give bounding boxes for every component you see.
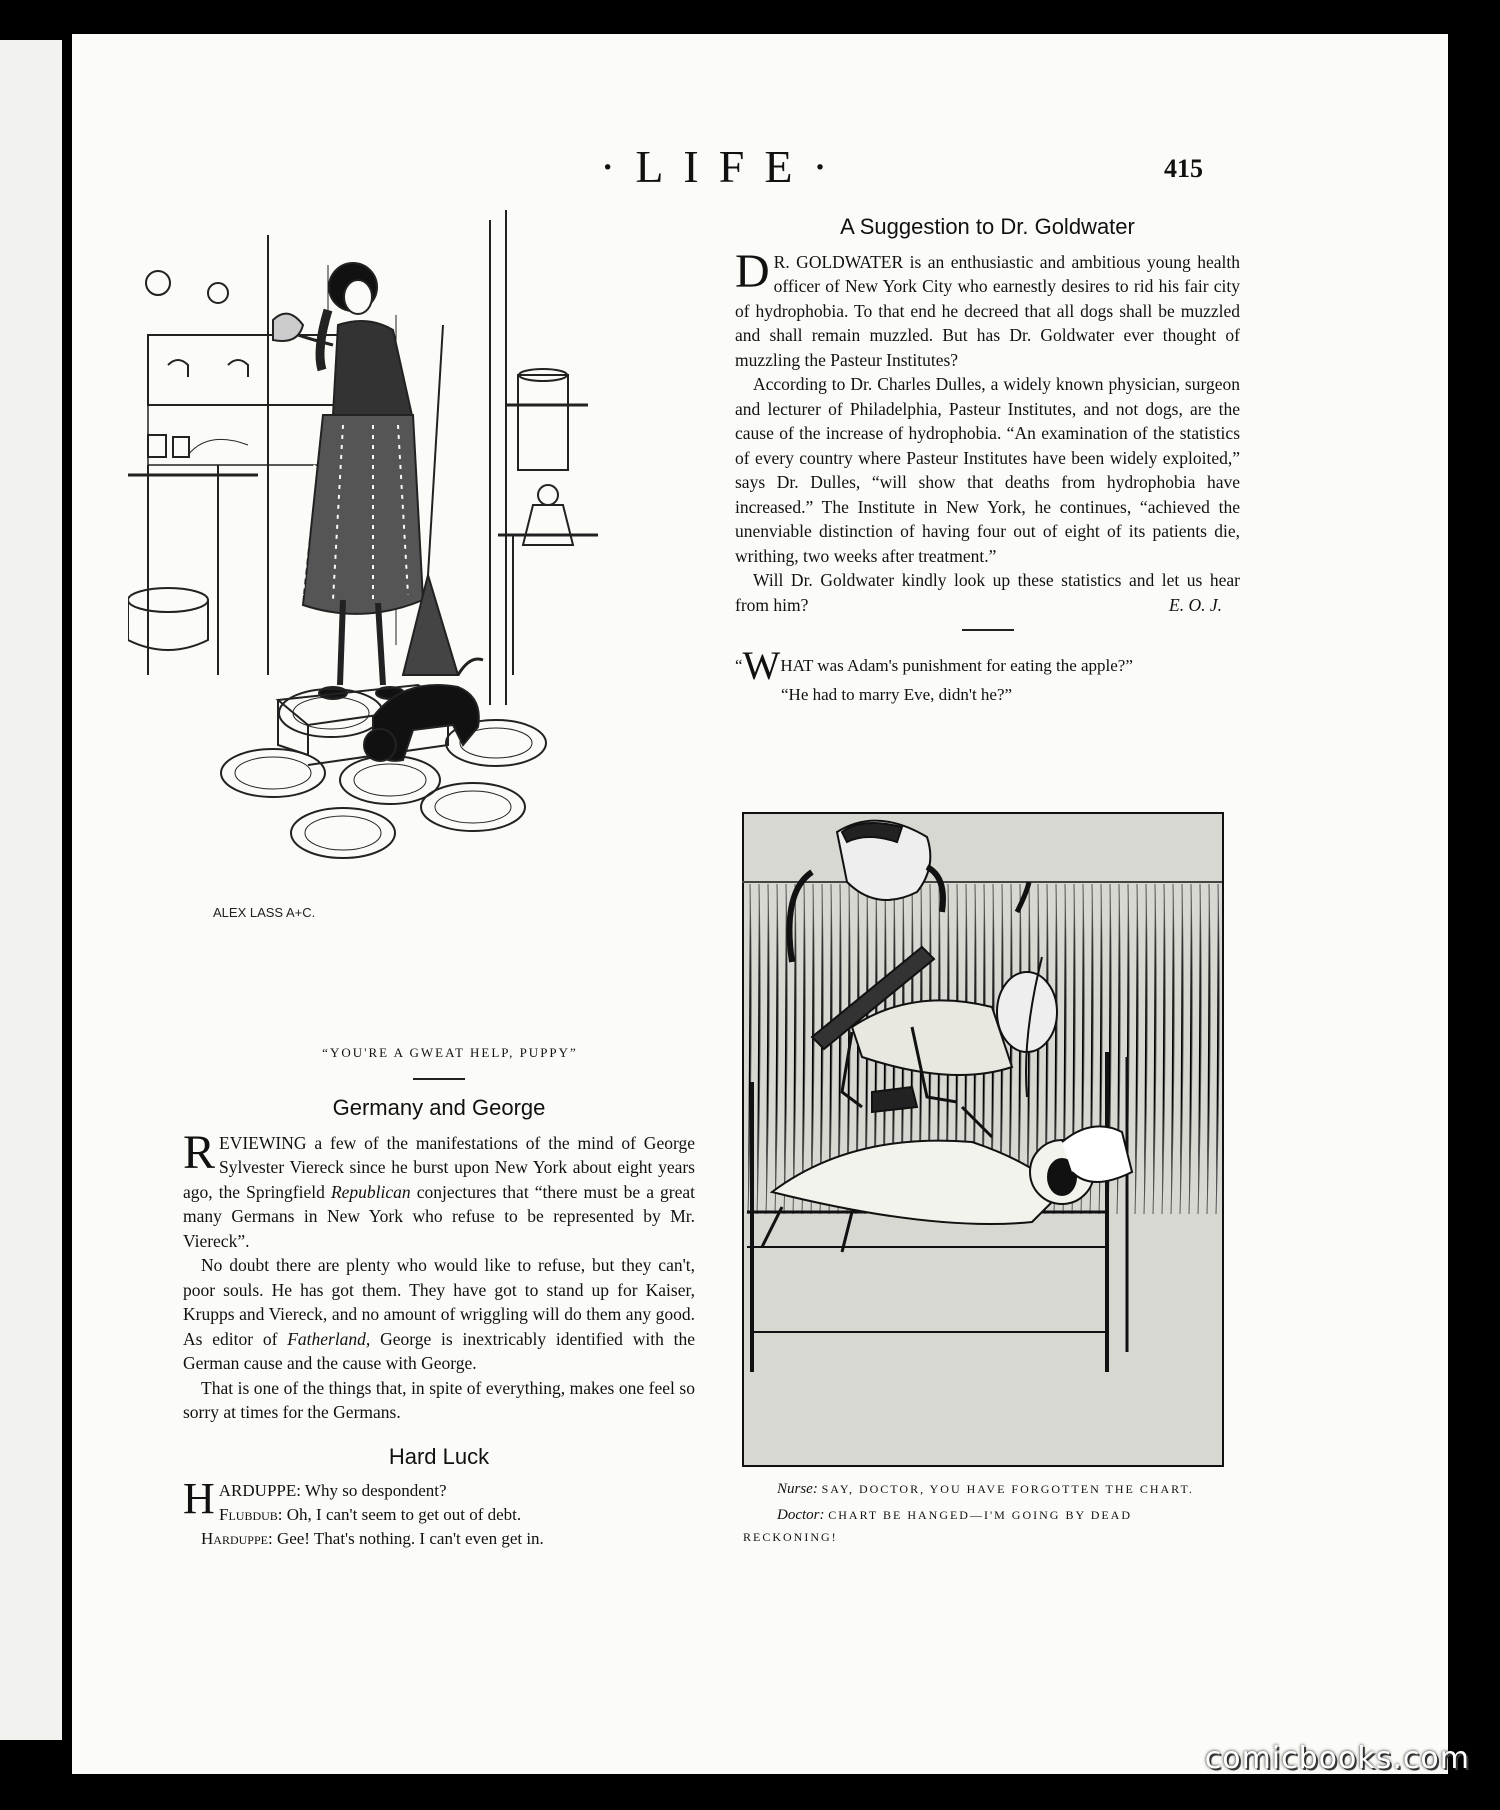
speaker-flubdub: Flubdub:: [219, 1505, 283, 1524]
paragraph-text: George is inextricably identified with the German cause and the cause with George.: [183, 1328, 695, 1373]
magazine-name: Fatherland,: [287, 1328, 371, 1349]
nurse-line: SAY, DOCTOR, YOU HAVE FORGOTTEN THE CHART.: [821, 1482, 1194, 1496]
drop-cap: D: [735, 244, 770, 298]
illustration-doctor-cartoon: [742, 812, 1224, 1467]
article-title-germany: Germany and George: [332, 1095, 546, 1120]
dialog-line: Oh, I can't seem to get out of debt.: [282, 1505, 522, 1524]
open-quote: “: [735, 656, 743, 675]
adam-joke: [735, 643, 1240, 707]
masthead-title: ·LIFE·: [600, 141, 848, 192]
article-germany-george: [183, 1078, 695, 1551]
drop-cap: H: [183, 1474, 215, 1523]
drop-cap: R: [183, 1125, 216, 1179]
newspaper-name: Republican: [330, 1181, 411, 1202]
section-divider: [413, 1078, 465, 1080]
joke-line: HAT was Adam's punishment for eating the apple?”: [780, 656, 1133, 675]
dialog-line: ARDUPPE: Why so despondent?: [218, 1481, 447, 1500]
illustration-girl-and-puppy: [128, 205, 688, 1045]
page-number: 415: [1164, 154, 1203, 183]
drop-cap: W: [742, 643, 781, 688]
paragraph-text: EVIEWING a few of the manifestations of the mind of George Sylvester Viereck since he burst upon New York about eight years ago, the Springfield: [183, 1132, 695, 1202]
speaker-harduppe: Harduppe:: [201, 1529, 273, 1548]
dialog-line: Gee! That's nothing. I can't even get in.: [272, 1529, 544, 1548]
article-paragraph: [183, 1253, 695, 1376]
paragraph-text: No doubt there are plenty who would like to refuse, but they can't, poor souls. He has got them. They have got to stand up for Kaiser, Krupps and Viereck, and no amount of wriggling will do them any good. As editor of: [183, 1255, 695, 1349]
article-goldwater: [735, 215, 1240, 707]
site-watermark: comicbooks.com: [1204, 1741, 1470, 1776]
speaker-nurse: Nurse:: [777, 1481, 818, 1497]
section-divider: [962, 629, 1014, 631]
article-paragraph: [183, 1125, 695, 1254]
article-paragraph: [735, 244, 1240, 373]
author-initials: E. O. J.: [1169, 594, 1222, 615]
article-title-goldwater: A Suggestion to Dr. Goldwater: [840, 214, 1135, 239]
paragraph-text: R. GOLDWATER is an enthusiastic and ambitious young health officer of New York City who earnestly desires to rid his fair city of hydrophobia. To that end he decreed that all dogs shall be muzzled and shall remain muzzled. But has Dr. Goldwater ever thought of muzzling the Pasteur Institutes?: [735, 251, 1240, 370]
speaker-doctor: Doctor:: [777, 1507, 825, 1523]
article-paragraph: According to Dr. Charles Dulles, a widely known physician, surgeon and lecturer of Philadelphia, Pasteur Institutes, and not dogs, are the cause of the increase of hydrophobia. “An examination of the statistics of every country where Pasteur Institutes have been widely exploited,” says Dr. Dulles, “will show that deaths from hydrophobia have increased.” The Institute in New York, he continues, “achieved the unenviable distinction of having four out of eight of its patients die, writhing, two weeks after treatment.”: [735, 374, 1240, 566]
article-title-hard-luck: Hard Luck: [388, 1443, 490, 1469]
article-paragraph: That is one of the things that, in spite of everything, makes one feel so sorry at times for the Germans.: [183, 1377, 695, 1422]
doctor-line: CHART BE HANGED—I'M GOING BY DEAD RECKONING!: [743, 1508, 1133, 1544]
illustration-caption: “YOU'RE A GWEAT HELP, PUPPY”: [322, 1045, 578, 1060]
paragraph-text: Will Dr. Goldwater kindly look up these statistics and let us hear from him?: [735, 570, 1240, 615]
paragraph-text: conjectures that “there must be a great many Germans in New York who refuse to be represented by Mr. Viereck”.: [183, 1181, 695, 1251]
joke-line: “He had to marry Eve, didn't he?”: [781, 685, 1013, 704]
artist-signature: ALEX LASS A+C.: [213, 905, 316, 920]
article-paragraph: [735, 568, 1240, 617]
hard-luck-dialog: [183, 1474, 695, 1551]
previous-page-edge: [0, 40, 62, 1740]
cartoon-caption: [743, 1478, 1217, 1548]
